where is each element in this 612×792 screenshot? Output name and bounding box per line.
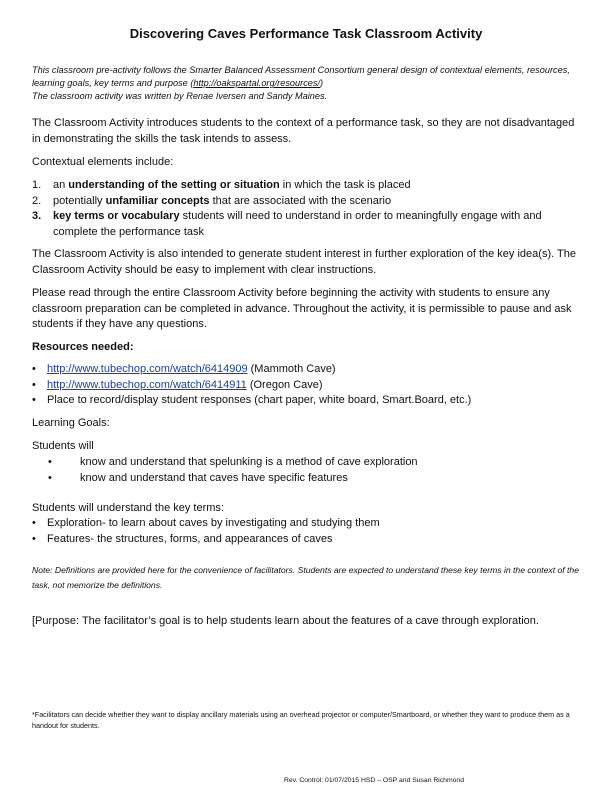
resources-heading: Resources needed: xyxy=(32,341,134,353)
definitions-note: Note: Definitions are provided here for the convenience of facilitators. Students are expected to understand these key terms in the context of the task, not memorize the definitions. xyxy=(32,565,579,590)
item-text: Exploration- to learn about caves by investigating and studying them xyxy=(47,517,380,529)
bullet-icon: • xyxy=(32,378,36,391)
list-item xyxy=(32,178,580,194)
intro-paragraph: The Classroom Activity introduces students to the context of a performance task, so they are not disadvantaged in demonstrating the skills the task intends to assess. xyxy=(32,117,575,145)
revision-control: Rev. Control: 01/07/2015 HSD – OSP and Susan Richmond xyxy=(284,777,464,784)
interest-paragraph: The Classroom Activity is also intended to generate student interest in further exploration of the key idea(s). The Classroom Activity should be easy to implement with clear instructions. xyxy=(32,248,576,276)
list-item xyxy=(32,194,580,210)
contextual-heading: Contextual elements include: xyxy=(32,156,174,168)
bullet-icon: • xyxy=(32,517,36,529)
item-text: (Oregon Cave) xyxy=(246,378,323,391)
intro-note xyxy=(32,64,580,103)
bullet-icon: • xyxy=(32,532,36,545)
item-text: Place to record/display student responses (chart paper, white board, Smart.Board, etc.) xyxy=(47,394,472,406)
item-emphasis: understanding of the setting or situation xyxy=(68,179,280,191)
instructions-paragraph: Please read through the entire Classroom Activity before beginning the activity with students to ensure any classroom preparation can be completed in advance. Throughout the activity, it is permissible to pause and ask students if they have any questions. xyxy=(32,287,572,330)
item-number: 3. xyxy=(32,210,42,222)
item-text: Features- the structures, forms, and appearances of caves xyxy=(47,532,333,545)
bullet-icon: • xyxy=(48,456,52,468)
key-terms-intro: Students will understand the key terms: xyxy=(32,502,224,514)
resources-list xyxy=(32,362,580,409)
item-text: know and understand that caves have specific features xyxy=(80,471,348,484)
bullet-icon: • xyxy=(32,394,36,406)
item-number: 2. xyxy=(32,194,42,207)
bullet-icon: • xyxy=(32,363,36,375)
intro-text: This classroom pre-activity follows the Smarter Balanced Assessment Consortium general design of contextual elements, resources, learning goals, key terms and purpose ( xyxy=(32,65,570,88)
purpose-paragraph: [Purpose: The facilitator’s goal is to help students learn about the features of a cave through exploration. xyxy=(32,615,539,627)
list-item xyxy=(32,455,580,471)
learning-goals-intro: Students will xyxy=(32,440,94,452)
key-terms-list xyxy=(32,516,580,547)
mammoth-cave-link[interactable]: http://www.tubechop.com/watch/6414909 xyxy=(47,363,248,375)
list-item xyxy=(32,471,580,487)
item-emphasis: unfamiliar concepts xyxy=(105,194,210,207)
footnote: *Facilitators can decide whether they want to display ancillary materials using an overhead projector or computer/Smartboard, or whether they want to produce them as a handout for students. xyxy=(32,710,570,730)
item-text: in which the task is placed xyxy=(279,179,411,191)
list-item xyxy=(32,393,580,409)
resources-link[interactable]: http://oakspartal.org/resources/ xyxy=(193,78,321,88)
item-text: (Mammoth Cave) xyxy=(247,363,336,375)
oregon-cave-link[interactable]: http://www.tubechop.com/watch/6414911 xyxy=(47,378,247,391)
bullet-icon: • xyxy=(48,471,52,484)
intro-text-end: ) xyxy=(320,78,324,88)
contextual-list xyxy=(32,178,580,240)
item-text: that are associated with the scenario xyxy=(209,194,392,207)
item-emphasis: key terms or vocabulary xyxy=(53,210,180,222)
list-item xyxy=(32,532,580,548)
item-text: potentially xyxy=(53,194,106,207)
item-text: know and understand that spelunking is a method of cave exploration xyxy=(80,456,418,468)
list-item xyxy=(32,209,580,240)
item-text: an xyxy=(53,179,69,191)
page-title: Discovering Caves Performance Task Classroom Activity xyxy=(129,26,483,41)
list-item xyxy=(32,516,580,532)
item-text: students will need to understand in order to meaningfully engage with and complete the performance task xyxy=(53,210,542,238)
learning-goals-list xyxy=(32,455,580,486)
list-item xyxy=(32,378,580,394)
item-number: 1. xyxy=(32,179,42,191)
learning-goals-heading: Learning Goals: xyxy=(32,417,110,429)
authors-text: The classroom activity was written by Renae Iversen and Sandy Maines. xyxy=(32,91,328,101)
list-item xyxy=(32,362,580,378)
